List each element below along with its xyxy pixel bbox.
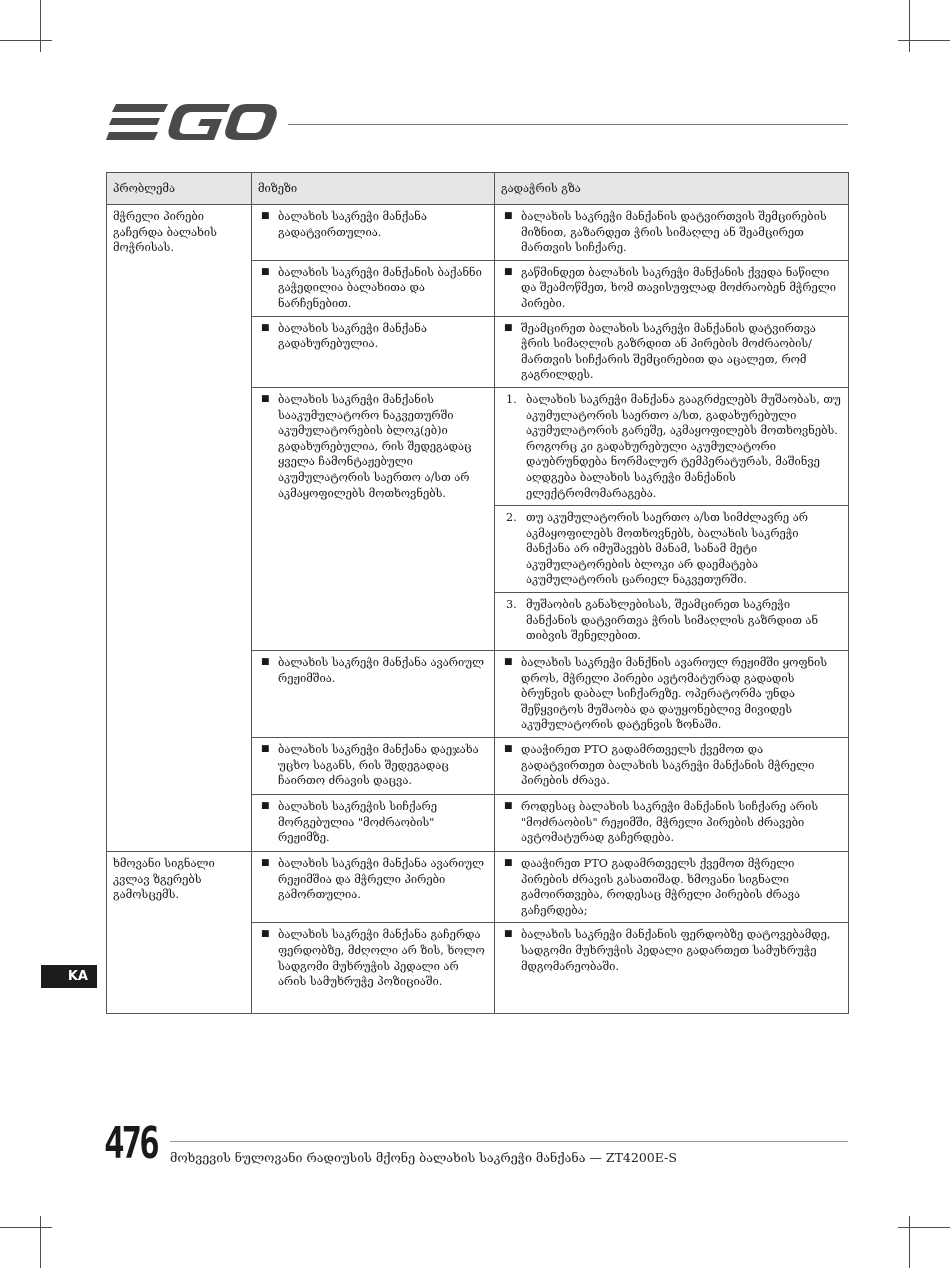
cause-text: ბალახის საკრეჭის სიჩქარე მორგებულია "მოძრაობის" რეჟიმზე. [278,800,438,845]
solution-text: მუშაობის განახლებისას, შეამცირეთ საკრეჭი მანქანის დატვირთვა ჭრის სიმაღლის გაზრდით ან თიბვის შენელებით. [526,598,819,643]
table-row [107,852,849,923]
header-rule [288,124,848,125]
cause-text: ბალახის საკრეჭი მანქანა გადატვირთულია. [278,210,427,239]
problem-cell: ხმოვანი სიგნალი კვლავ ზგერებს გამოსცემს. [107,852,252,1014]
cause-cell [252,387,495,650]
solution-cell [495,651,849,738]
solution-cell [495,923,849,1014]
list-item: ■ ბალახის საკრეჭი მანქანა გადატვირთულია. [261,210,427,239]
cause-cell [252,738,495,795]
table-header-row [107,173,849,205]
crop-mark-top-left-h [0,40,52,41]
crop-mark-bottom-left-h [0,1227,52,1228]
footer-rule [170,1141,848,1142]
list-item: ■ ბალახის საკრეჭი მანქანის დატვირთვის შემცირების მიზნით, გაზარდეთ ჭრის სიმაღლე ან შეამცირეთ მართვის სიჩქარე. [504,210,827,255]
solution-text: ბალახის საკრეჭი მანქნის ავარიულ რეჟიმში ყოფნის დროს, მჭრელი პირები ავტომატურად გადადის ბრუნვის დაბალ სიჩქარეზე. ოპერატორმა უნდა შეწყვიტოს მუშაობა და დაუყონებლივ მივიდეს აკუმულატორის დატენვის ზონაში. [521,656,828,732]
solution-cell [495,738,849,795]
solution-text: შეამცირეთ ბალახის საკრეჭი მანქანის დატვირთვა ჭრის სიმაღლის გაზრდით ან პირების მოძრაობის/მართვის სიჩქარის შემცირებით და აცალეთ, რომ გაგრილდეს. [521,321,816,382]
item-number: 1. [506,392,517,406]
cause-cell [252,205,495,261]
table-row [107,205,849,261]
solution-text: თუ აკუმულატორის საერთო ა/სთ სიმძლავრე არ აკმაყოფილებს მოთხოვნებს, ბალახის საკრეჭი მანქანა არ იმუშავებს მანამ, სანამ მეტი აკუმულატორების ბლოკი არ დაემატება აკუმულატორის ცარიელ ნაკვეთურში. [526,511,808,587]
cause-cell [252,316,495,387]
list-item: ■ ბალახის საკრეჭი მანქანა გადახურებულია. [261,321,427,351]
cause-text: ბალახის საკრეჭი მანქანა გადახურებულია. [278,321,427,351]
solution-text: დააჭირეთ PTO გადამრთველს ქვემოთ მჭრელი პირების ძრავის გასათიშად. ხმოვანი სიგნალი გამოირთვება, როდესაც მჭრელი პირების ძრავა გაჩერდება; [521,857,801,917]
cause-cell [252,852,495,923]
header-solution: გადაჭრის გზა [495,173,849,205]
solution-text: ბალახის საკრეჭი მანქანა გააგრძელებს მუშაობას, თუ აკუმულატორის საერთო ა/სთ, გადახურებული აკუმულატორის გარეშე, აკმაყოფილებს მოთხოვნებს. როგორც კი გადახურებული აკუმულატორი დაუბრუნდება ნორმალურ ტემპერატურას, მაშინვე აღდგება ბალახის საკრეჭი მანქანის ელექტრომომარაგება. [526,392,841,500]
solution-cell [495,593,849,651]
ego-logo [106,102,278,144]
cause-cell [252,651,495,738]
cause-text: ბალახის საკრეჭი მანქანის სააკუმულატორო ნაკვეთურში აკუმულატორების ბლოკ(ებ)ი გადახურებულია, რის შედეგადაც ყველა ჩამონტაჟებული აკუმულატორის საერთო ა/სთ არ აკმაყოფილებს მოთხოვნებს. [278,392,472,500]
solution-text: როდესაც ბალახის საკრეჭი მანქანის სიჩქარე არის "მოძრაობის" რეჟიმში, მჭრელი პირების ძრავები ავტომატურად გაჩერდება. [521,800,819,845]
solution-cell [495,316,849,387]
cause-text: ბალახის საკრეჭი მანქანა ავარიულ რეჟიმშია. [278,656,485,685]
cause-cell [252,260,495,316]
crop-mark-bottom-left-v [40,1216,41,1268]
solution-text: ბალახის საკრეჭი მანქანის ფერდობზე დატოვებამდე, სადგომი მუხრუჭის პედალი გადართეთ სამუხრუჭე მდგომარეობაში. [521,928,831,973]
solution-text: გაწმინდეთ ბალახის საკრეჭი მანქანის ქვედა ნაწილი და შეამოწმეთ, ხომ თავისუფლად მოძრაობენ მჭრელი პირები. [521,265,837,310]
list-item: ■ დააჭირეთ PTO გადამრთველს ქვემოთ მჭრელი პირების ძრავის გასათიშად. ხმოვანი სიგნალი გამოირთვება, როდესაც მჭრელი პირების ძრავა გაჩერდება; [504,857,801,917]
solution-cell [495,260,849,316]
list-item: ■ ბალახის საკრეჭი მანქანა გაჩერდა ფერდობზე, მძღოლი არ ზის, ხოლო სადგომი მუხრუჭის პედალი არ არის სამუხრუჭე პოზიციაში. [261,928,485,989]
troubleshooting-table [106,172,849,1014]
list-item: ■ ბალახის საკრეჭი მანქანის ბაქანნი გაჭედილია ბალახითა და ნარჩენებით. [261,265,482,310]
cause-cell [252,923,495,1014]
footer-title: მოხვევის ნულოვანი რადიუსის მქონე ბალახის საკრეჭი მანქანა — ZT4200E-S [170,1150,677,1165]
crop-mark-bottom-right-h [898,1227,950,1228]
solution-cell [495,387,849,505]
numbered-item [501,392,842,501]
list-item: ■ ბალახის საკრეჭი მანქანა ავარიულ რეჟიმშია და მჭრელი პირები გამორთულია. [261,857,485,902]
list-item: ■ ბალახის საკრეჭის სიჩქარე მორგებულია "მოძრაობის" რეჟიმზე. [261,800,438,845]
solution-cell [495,506,849,593]
numbered-item [501,597,842,644]
list-item: ■ ბალახის საკრეჭი მანქანის სააკუმულატორო ნაკვეთურში აკუმულატორების ბლოკ(ებ)ი გადახურებულია, რის შედეგადაც ყველა ჩამონტაჟებული აკუმულატორის საერთო ა/სთ არ აკმაყოფილებს მოთხოვნებს. [261,392,472,500]
language-tab-label: KA [67,969,88,984]
cause-text: ბალახის საკრეჭი მანქანის ბაქანნი გაჭედილია ბალახითა და ნარჩენებით. [278,265,482,310]
cause-text: ბალახის საკრეჭი მანქანა გაჩერდა ფერდობზე, მძღოლი არ ზის, ხოლო სადგომი მუხრუჭის პედალი არ არის სამუხრუჭე პოზიციაში. [278,928,485,989]
list-item: ■ დააჭირეთ PTO გადამრთველს ქვემოთ და გადატვირთეთ ბალახის საკრეჭი მანქანის მჭრელი პირების ძრავა. [504,743,815,788]
problem-cell: მჭრელი პირები გაჩერდა ბალახის მოჭრისას. [107,205,252,852]
list-item: ■ ბალახის საკრეჭი მანქანის ფერდობზე დატოვებამდე, სადგომი მუხრუჭის პედალი გადართეთ სამუხრუჭე მდგომარეობაში. [504,928,831,973]
solution-text: ბალახის საკრეჭი მანქანის დატვირთვის შემცირების მიზნით, გაზარდეთ ჭრის სიმაღლე ან შეამცირეთ მართვის სიჩქარე. [521,210,827,255]
solution-cell [495,795,849,852]
cause-cell [252,795,495,852]
header-cause: მიზეზი [252,173,495,205]
crop-mark-top-left-v [40,0,41,52]
list-item: ■ ბალახის საკრეჭი მანქნის ავარიულ რეჟიმში ყოფნის დროს, მჭრელი პირები ავტომატურად გადადის ბრუნვის დაბალ სიჩქარეზე. ოპერატორმა უნდა შეწყვიტოს მუშაობა და დაუყონებლივ მივიდეს აკუმულატორის დატენვის ზონაში. [504,656,828,732]
solution-cell [495,852,849,923]
crop-mark-top-right-v [909,0,910,52]
language-tab [41,965,97,988]
solution-cell [495,205,849,261]
cause-text: ბალახის საკრეჭი მანქანა ავარიულ რეჟიმშია და მჭრელი პირები გამორთულია. [278,857,485,902]
list-item: ■ გაწმინდეთ ბალახის საკრეჭი მანქანის ქვედა ნაწილი და შეამოწმეთ, ხომ თავისუფლად მოძრაობენ მჭრელი პირები. [504,265,837,310]
list-item: ■ შეამცირეთ ბალახის საკრეჭი მანქანის დატვირთვა ჭრის სიმაღლის გაზრდით ან პირების მოძრაობის/მართვის სიჩქარის შემცირებით და აცალეთ, რომ გაგრილდეს. [504,321,816,382]
page-number: 476 [104,1118,157,1169]
list-item: ■ როდესაც ბალახის საკრეჭი მანქანის სიჩქარე არის "მოძრაობის" რეჟიმში, მჭრელი პირების ძრავები ავტომატურად გაჩერდება. [504,800,819,845]
cause-text: ბალახის საკრეჭი მანქანა დაეჯახა უცხო საგანს, რის შედეგადაც ჩაირთო ძრავის დაცვა. [278,743,479,788]
item-number: 2. [506,511,517,525]
solution-text: დააჭირეთ PTO გადამრთველს ქვემოთ და გადატვირთეთ ბალახის საკრეჭი მანქანის მჭრელი პირების ძრავა. [521,743,815,788]
crop-mark-bottom-right-v [909,1216,910,1268]
crop-mark-top-right-h [898,40,950,41]
numbered-item [501,510,842,588]
list-item: ■ ბალახის საკრეჭი მანქანა ავარიულ რეჟიმშია. [261,656,485,685]
item-number: 3. [506,598,517,612]
header-problem: პრობლემა [107,173,252,205]
list-item: ■ ბალახის საკრეჭი მანქანა დაეჯახა უცხო საგანს, რის შედეგადაც ჩაირთო ძრავის დაცვა. [261,743,479,788]
